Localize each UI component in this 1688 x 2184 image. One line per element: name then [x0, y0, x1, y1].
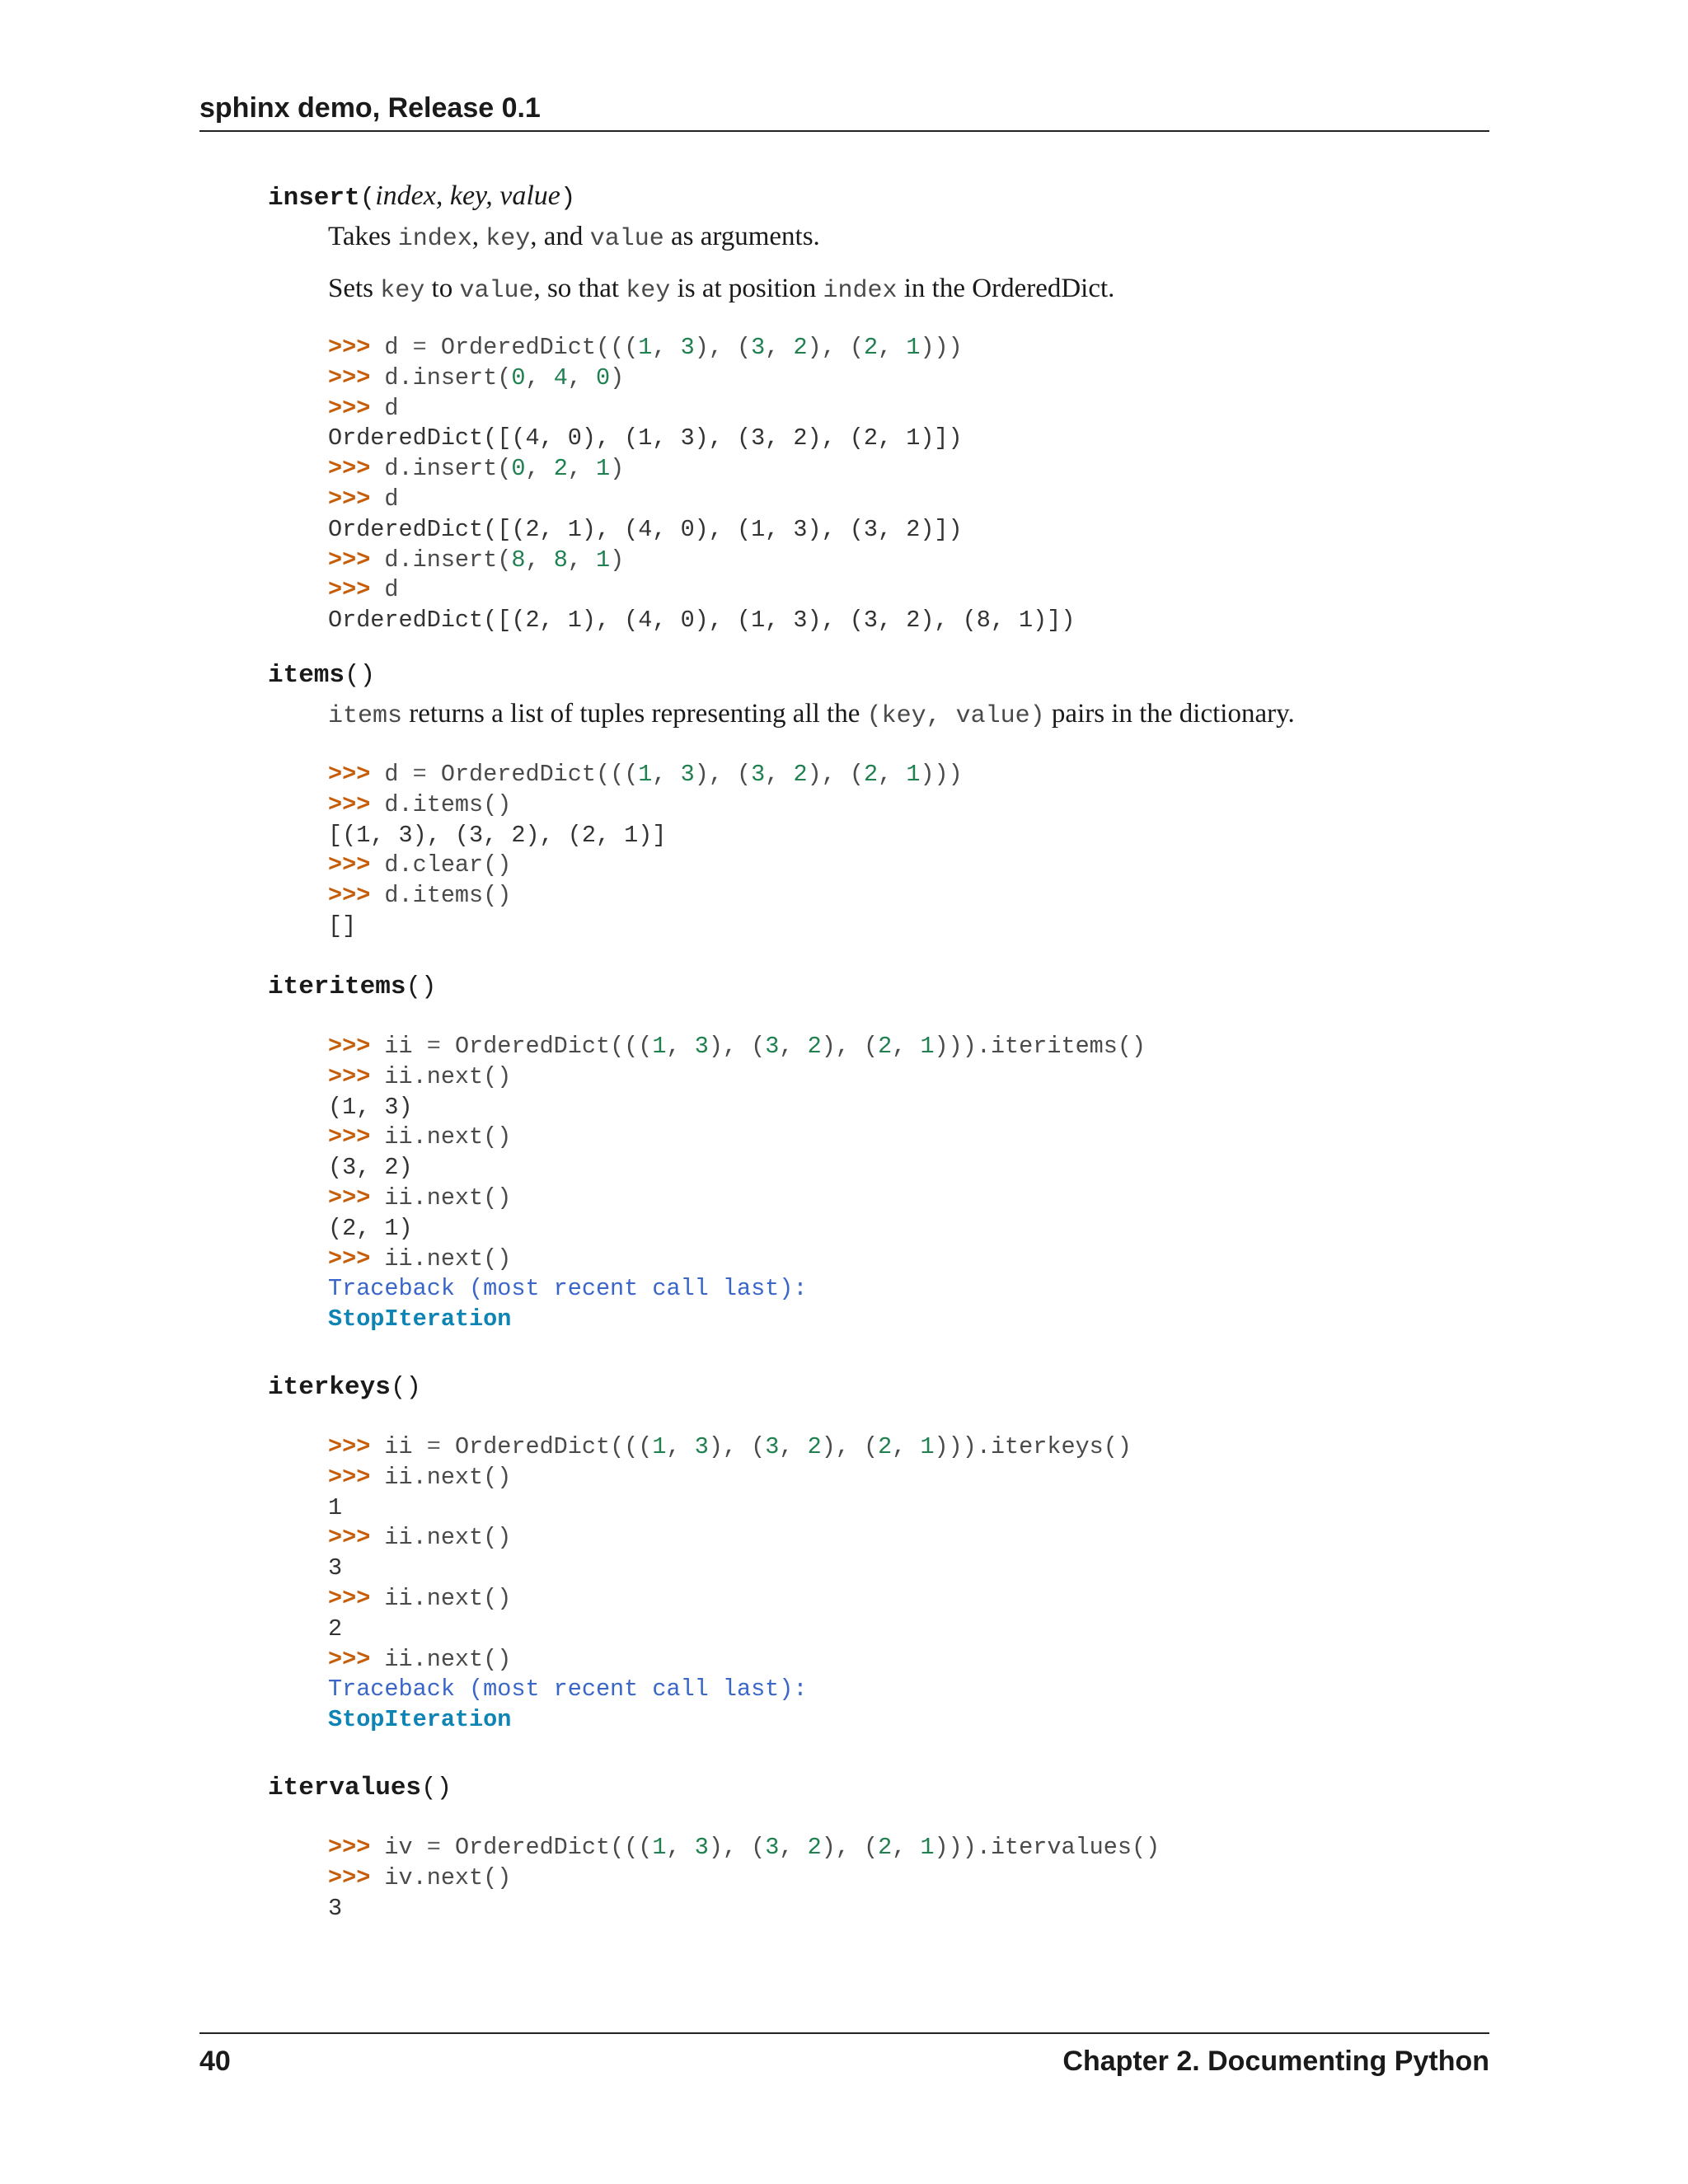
method-description [328, 220, 1488, 307]
code-line: (1, 3) [328, 1093, 413, 1121]
method-entry-insert [268, 175, 1488, 635]
inline-code: (key, value) [866, 702, 1045, 730]
method-signature [268, 175, 1488, 220]
code-line: [(1, 3), (3, 2), (2, 1)] [328, 821, 667, 849]
code-line: >>> ii.next() [328, 1244, 512, 1272]
running-footer [199, 2032, 1489, 2078]
code-line: 2 [328, 1615, 343, 1643]
inline-code: value [459, 277, 534, 305]
code-line: Traceback (most recent call last): [328, 1675, 808, 1704]
inline-code: value [589, 225, 664, 253]
code-line: StopIteration [328, 1305, 512, 1333]
method-signature [268, 966, 1488, 1009]
code-line: >>> d.clear() [328, 851, 512, 879]
chapter-title: Chapter 2. Documenting Python [1062, 2046, 1489, 2077]
code-line: [] [328, 912, 357, 940]
method-name: iterkeys [268, 1373, 391, 1402]
method-entry-itervalues [268, 1767, 1488, 1922]
code-line: >>> d = OrderedDict(((1, 3), (3, 2), (2, 1))) [328, 334, 963, 361]
inline-code: key [380, 277, 425, 305]
inline-code: index [397, 225, 472, 253]
code-line: >>> d.items() [328, 882, 512, 910]
method-signature [268, 1366, 1488, 1409]
code-line: >>> iv = OrderedDict(((1, 3), (3, 2), (2, 1))).itervalues() [328, 1834, 1160, 1861]
method-name: insert [268, 184, 360, 213]
code-line: >>> d.insert(0, 4, 0) [328, 363, 625, 391]
code-line: >>> d.items() [328, 790, 512, 818]
code-line: >>> d = OrderedDict(((1, 3), (3, 2), (2, 1))) [328, 761, 963, 788]
description-paragraph: Sets key to value, so that key is at position index in the OrderedDict. [328, 274, 1115, 305]
code-line: >>> ii = OrderedDict(((1, 3), (3, 2), (2, 1))).iteritems() [328, 1033, 1146, 1060]
code-example [328, 1032, 1146, 1335]
code-line: Traceback (most recent call last): [328, 1275, 808, 1303]
paren-close: ) [560, 184, 576, 213]
method-description [328, 697, 1488, 733]
header-title: sphinx demo, Release 0.1 [199, 92, 541, 124]
inline-code: key [485, 225, 531, 253]
code-line: >>> ii.next() [328, 1584, 512, 1612]
method-name: iteritems [268, 972, 406, 1001]
method-entry-iterkeys [268, 1366, 1488, 1734]
code-line: >>> ii.next() [328, 1645, 512, 1673]
code-example [328, 333, 1075, 636]
description-paragraph: items returns a list of tuples representing all the (key, value) pairs in the dictionary. [328, 699, 1295, 730]
method-entry-iteritems [268, 966, 1488, 1333]
code-line: >>> d [328, 394, 399, 422]
code-line: >>> d.insert(8, 8, 1) [328, 546, 625, 574]
code-example [328, 1833, 1160, 1924]
code-line: >>> d.insert(0, 2, 1) [328, 455, 625, 483]
paren-open: ( [406, 972, 422, 1001]
page-number: 40 [199, 2046, 231, 2077]
method-name: itervalues [268, 1774, 422, 1802]
code-example [328, 760, 963, 942]
code-line: >>> ii.next() [328, 1062, 512, 1090]
code-example [328, 1432, 1132, 1736]
paren-open: ( [345, 661, 360, 690]
inline-code: index [823, 277, 898, 305]
code-line: >>> d [328, 576, 399, 604]
code-line: >>> ii = OrderedDict(((1, 3), (3, 2), (2, 1))).iterkeys() [328, 1433, 1132, 1460]
method-name: items [268, 661, 345, 690]
code-line: >>> ii.next() [328, 1463, 512, 1491]
code-line: >>> d [328, 485, 399, 513]
code-line: >>> ii.next() [328, 1524, 512, 1552]
description-paragraph: Takes index, key, and value as arguments. [328, 222, 820, 253]
method-entry-items [268, 654, 1488, 940]
paren-close: ) [406, 1373, 422, 1402]
paren-open: ( [359, 184, 376, 213]
method-signature [268, 1767, 1488, 1810]
method-signature [268, 654, 1488, 697]
paren-close: ) [436, 1774, 452, 1802]
paren-close: ) [421, 972, 437, 1001]
code-line: StopIteration [328, 1706, 512, 1734]
code-line: OrderedDict([(4, 0), (1, 3), (3, 2), (2, 1)]) [328, 424, 963, 452]
code-line: 3 [328, 1554, 343, 1582]
paren-open: ( [390, 1373, 406, 1402]
code-line: >>> ii.next() [328, 1123, 512, 1151]
paren-open: ( [421, 1774, 437, 1802]
method-params: index, key, value [375, 180, 560, 211]
code-line: OrderedDict([(2, 1), (4, 0), (1, 3), (3, 2), (8, 1)]) [328, 607, 1076, 635]
running-header [199, 92, 1489, 132]
code-line: (2, 1) [328, 1214, 413, 1242]
code-line: OrderedDict([(2, 1), (4, 0), (1, 3), (3, 2)]) [328, 515, 963, 543]
code-line: (3, 2) [328, 1154, 413, 1182]
inline-code: items [328, 702, 403, 730]
code-line: 1 [328, 1493, 343, 1521]
paren-close: ) [359, 661, 376, 690]
code-line: >>> iv.next() [328, 1863, 512, 1891]
code-line: 3 [328, 1894, 343, 1922]
inline-code: key [626, 277, 671, 305]
code-line: >>> ii.next() [328, 1183, 512, 1212]
